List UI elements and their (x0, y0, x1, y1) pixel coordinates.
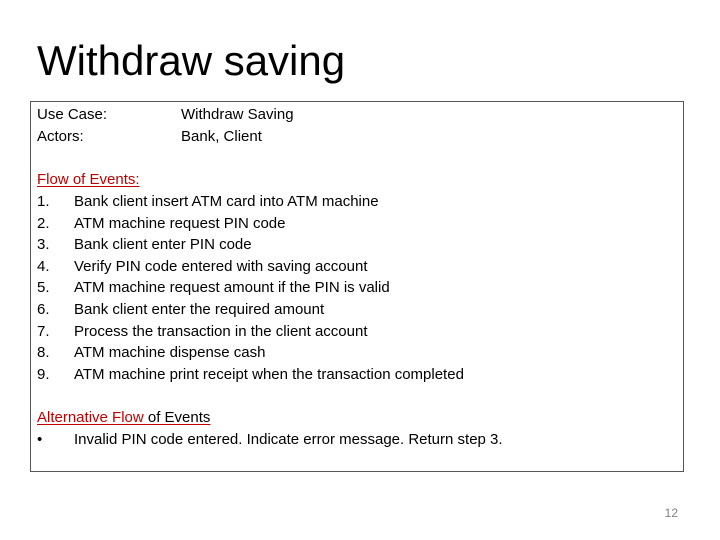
step-text: Bank client insert ATM card into ATM machine (74, 193, 379, 210)
step-number: 3. (37, 236, 50, 254)
use-case-value: Withdraw Saving (181, 106, 294, 123)
alternative-flow-item (37, 429, 637, 451)
step-number: 4. (37, 257, 50, 275)
flow-step (37, 364, 537, 386)
step-number: 9. (37, 365, 50, 383)
flow-step (37, 191, 537, 213)
alternative-flow-text: Invalid PIN code entered. Indicate error message. Return step 3. (74, 431, 503, 448)
step-text: Bank client enter the required amount (74, 301, 325, 318)
alternative-flow-title-part2: of Events (147, 409, 211, 426)
bullet-icon: • (37, 431, 43, 448)
flow-step (37, 213, 537, 235)
step-text: ATM machine request amount if the PIN is valid (74, 279, 390, 297)
flow-step (37, 299, 537, 321)
flow-step (37, 234, 537, 256)
step-text: Process the transaction in the client account (74, 322, 368, 340)
flow-step (37, 277, 537, 299)
actors-value: Bank, Client (181, 128, 262, 145)
flow-step (37, 342, 537, 364)
step-number: 8. (37, 344, 50, 362)
flow-step (37, 321, 537, 343)
use-case-label: Use Case: (37, 106, 108, 123)
flow-of-events-title: Flow of Events: (37, 171, 140, 188)
alternative-flow-title (37, 407, 210, 429)
flow-step (37, 256, 537, 278)
step-number: 2. (37, 214, 50, 232)
step-number: 5. (37, 279, 50, 297)
actors-label: Actors: (37, 128, 84, 145)
page-number: 12 (664, 506, 678, 520)
alternative-flow-title-part1: Alternative Flow (37, 409, 148, 426)
slide-title: Withdraw saving (37, 37, 346, 84)
step-text: Verify PIN code entered with saving account (74, 257, 368, 275)
step-text: Bank client enter PIN code (74, 236, 252, 254)
step-text: ATM machine dispense cash (74, 344, 266, 362)
step-text: ATM machine request PIN code (74, 214, 286, 232)
step-number: 7. (37, 322, 50, 340)
step-number: 1. (37, 193, 50, 210)
step-text: ATM machine print receipt when the transaction completed (74, 365, 464, 383)
step-number: 6. (37, 301, 50, 318)
